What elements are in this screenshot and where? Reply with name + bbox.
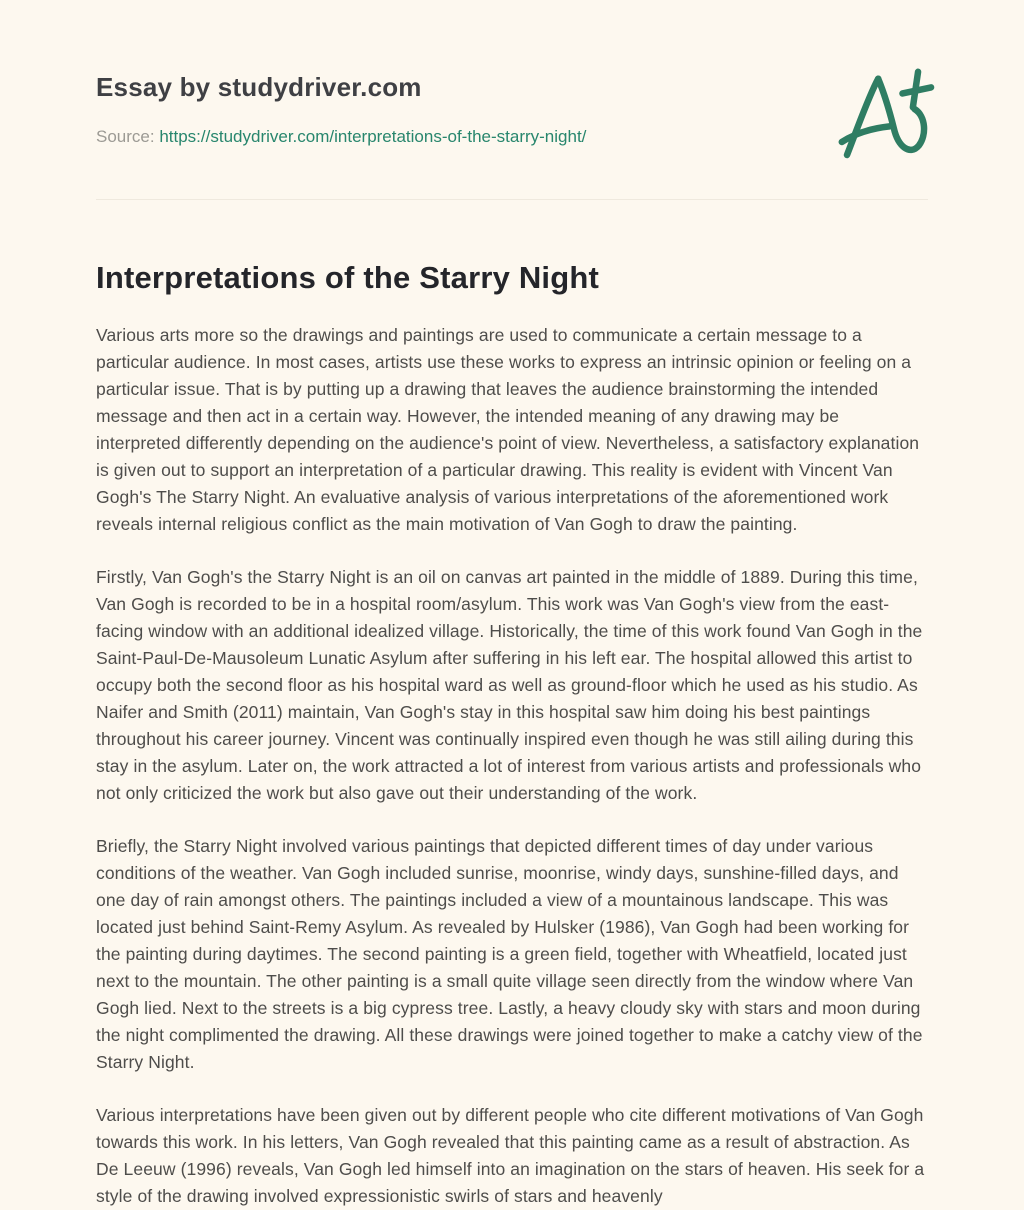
essay-paragraph-2: Firstly, Van Gogh's the Starry Night is an oil on canvas art painted in the middle of 1889. During this time, Van Gogh is recorded to be in a hospital room/asylum. This work was Van Gogh's view from the east-facing window with an additional idealized village. Historically, the time of this work found Van Gogh in the Saint-Paul-De-Mausoleum Lunatic Asylum after suffering in his left ear. The hospital allowed this artist to occupy both the second floor as his hospital ward as well as ground-floor which he used as his studio. As Naifer and Smith (2011) maintain, Van Gogh's stay in this hospital saw him doing his best paintings throughout his career journey. Vincent was continually inspired even though he was still ailing during this stay in the asylum. Later on, the work attracted a lot of interest from various artists and professionals who not only criticized the work but also gave out their understanding of the work. [96, 567, 923, 803]
page-header [0, 0, 1024, 200]
source-line [96, 127, 928, 147]
source-label: Source: [96, 127, 155, 146]
essay-title: Interpretations of the Starry Night [96, 260, 600, 295]
essay-paragraph-3: Briefly, the Starry Night involved various paintings that depicted different times of day under various conditions of the weather. Van Gogh included sunrise, moonrise, windy days, sunshine-filled days, and one day of rain amongst others. The paintings included a view of a mountainous landscape. This was located just behind Saint-Remy Asylum. As revealed by Hulsker (1986), Van Gogh had been working for the painting during daytimes. The second painting is a green field, together with Wheatfield, located just next to the mountain. The other painting is a small quite village seen directly from the window where Van Gogh lied. Next to the streets is a big cypress tree. Lastly, a heavy cloudy sky with stars and moon during the night complimented the drawing. All these drawings were joined together to make a catchy view of the Starry Night. [96, 836, 923, 1072]
studydriver-a-plus-logo-icon [834, 66, 938, 166]
source-url-link[interactable]: https://studydriver.com/interpretations-of-the-starry-night/ [159, 127, 587, 146]
page-title: Essay by studydriver.com [96, 72, 422, 102]
header-divider [96, 199, 928, 200]
essay-paragraph-1: Various arts more so the drawings and paintings are used to communicate a certain message to a particular audience. In most cases, artists use these works to express an intrinsic opinion or feeling on a particular issue. That is by putting up a drawing that leaves the audience brainstorming the intended message and then act in a certain way. However, the intended meaning of any drawing may be interpreted differently depending on the audience's point of view. Nevertheless, a satisfactory explanation is given out to support an interpretation of a particular drawing. This reality is evident with Vincent Van Gogh's The Starry Night. An evaluative analysis of various interpretations of the aforementioned work reveals internal religious conflict as the main motivation of Van Gogh to draw the painting. [96, 325, 920, 534]
essay-article [0, 260, 1024, 1210]
essay-paragraph-4: Various interpretations have been given out by different people who cite different motivations of Van Gogh towards this work. In his letters, Van Gogh revealed that this painting came as a result of abstraction. As De Leeuw (1996) reveals, Van Gogh led himself into an imagination on the stars of heaven. His seek for a style of the drawing involved expressionistic swirls of stars and heavenly [96, 1105, 925, 1206]
